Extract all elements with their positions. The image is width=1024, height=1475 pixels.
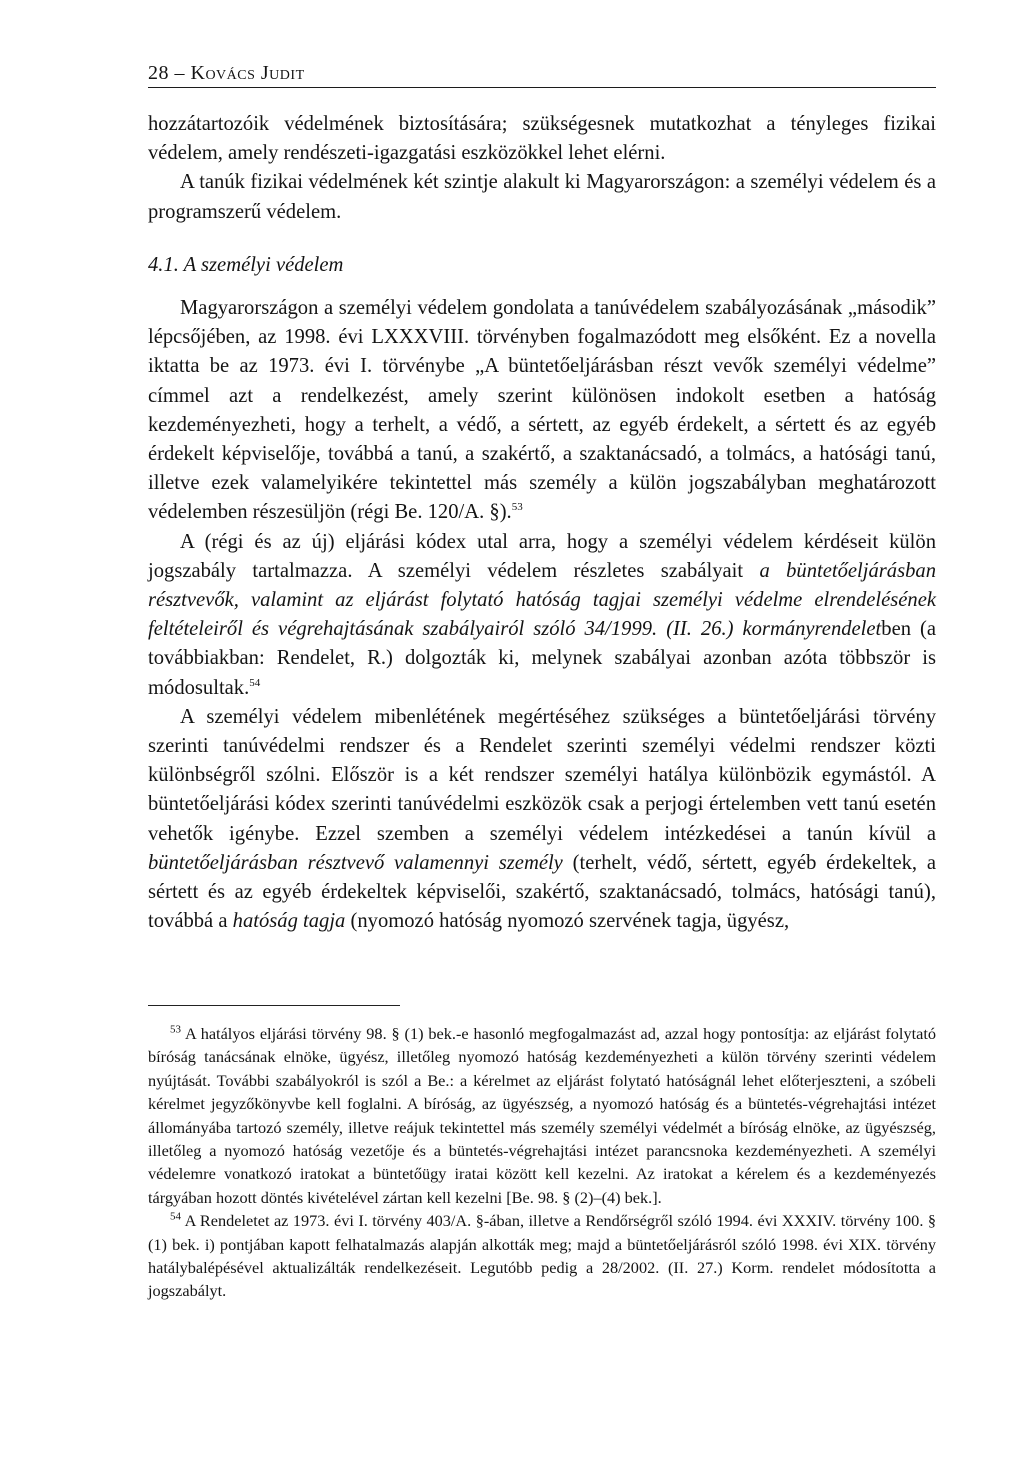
decree-title: a büntetőeljárásban résztvevők, valamint az eljárást folytató hatóság tagjai személyi védelme elrendelésének feltételeiről és végrehajtásának szabályairól szóló 34/1999. (II. 26.) kormányrendelet bbox=[148, 559, 936, 641]
section-number: 4.1. bbox=[148, 253, 179, 276]
footnotes bbox=[148, 1022, 936, 1303]
paragraph-3-text: Magyarországon a személyi védelem gondolata a tanúvédelem szabályozásának „második” lépcsőjében, az 1998. évi LXXXVIII. törvényben fogalmazódott meg elsőként. Ez a novella iktatta be az 1973. évi I. törvénybe „A büntetőeljárásban részt vevők személyi védelme” címmel azt a rendelkezést, amely szerint különösen indokolt esetben a hatóság kezdeményezheti, hogy a terhelt, a védő, a sértett, az egyéb érdekelt, a sértett és az egyéb érdekelt képviselője, továbbá a tanú, a szakértő, a szaktanácsadó, a tolmács, a hatósági tanú, illetve ezek valamelyikére tekintettel más személy a külön jogszabályban meghatározott védelemben részesüljön (régi Be. 120/A. §). bbox=[148, 297, 936, 524]
footnote-text: A hatályos eljárási törvény 98. § (1) bek.-e hasonló megfogalmazást ad, azzal hogy pontosítja: az eljárást folytató bíróság tanácsának elnöke, ügyész, illetőleg nyomozó hatóság kezdeményezheti a külön törvény szerinti védelem nyújtását. További szabályokról is szól a Be.: a kérelmet az eljárást folytató hatóságnál lehet előterjeszteni, a szóbeli kérelmet jegyzőkönyvbe kell foglalni. A bíróság, az ügyészség, a nyomozó hatóság és a büntetés-végrehajtási intézet állományába tartozó személy, illetve reájuk tekintettel más személy személyi védelmét a bíróság elnöke, az ügyészség, illetőleg a nyomozó hatóság vezetője és a büntetés-végrehajtási intézet parancsnoka kezdeményezheti. A személyi védelemre vonatkozó iratokat a büntetőügy iratai között kell kezelni. Az iratokat a kérelem és a kezdeményezés tárgyában hozott döntés kivételével zártan kell kezelni [Be. 98. § (2)–(4) bek.]. bbox=[148, 1024, 936, 1207]
footnote-ref-54: 54 bbox=[249, 676, 261, 689]
paragraph-5-text-b: (terhelt, védő, sértett, egyéb érdekeltek, a sértett és az egyéb érdekeltek képviselői, szakértő, szaktanácsadó, tolmács, hatósági tanú), továbbá a bbox=[148, 851, 937, 933]
author-name: Kovács Judit bbox=[190, 62, 305, 84]
paragraph-2: A tanúk fizikai védelmének két szintje alakult ki Magyarországon: a személyi védelem és a programszerű védelem. bbox=[148, 171, 936, 223]
paragraph-4 bbox=[148, 528, 936, 703]
emphasis-authority-member: hatóság tagja bbox=[232, 910, 346, 933]
footnote-number: 54 bbox=[170, 1210, 181, 1223]
paragraph-5-text-c: (nyomozó hatóság nyomozó szervének tagja, ügyész, bbox=[345, 910, 790, 933]
header-separator: – bbox=[174, 62, 185, 84]
paragraph-1: hozzátartozóik védelmének biztosítására; szükségesnek mutatkozhat a tényleges fizikai védelem, amely rendészeti-igazgatási eszközökkel lehet elérni. bbox=[148, 113, 936, 165]
section-heading bbox=[148, 251, 936, 280]
footnote-53 bbox=[148, 1022, 936, 1209]
paragraph-5 bbox=[148, 703, 936, 937]
footnote-text: A Rendeletet az 1973. évi I. törvény 403/A. §-ában, illetve a Rendőrségről szóló 1994. évi XXXIV. törvény 100. § (1) bek. i) pontjában kapott felhatalmazás alapján alkották meg; majd a büntetőeljárásról szóló 1998. évi XIX. törvény hatálybalépésével aktualizálták rendelkezéseit. Legutóbb pedig a 28/2002. (II. 27.) Korm. rendelet módosította a jogszabályt. bbox=[148, 1211, 936, 1301]
footnote-54 bbox=[148, 1209, 936, 1303]
footnote-ref-53: 53 bbox=[511, 501, 523, 514]
paragraph-3 bbox=[148, 294, 936, 528]
section-title: A személyi védelem bbox=[183, 253, 344, 276]
footnote-number: 53 bbox=[170, 1023, 181, 1036]
main-text bbox=[148, 110, 936, 936]
page-number: 28 bbox=[148, 62, 169, 84]
emphasis-participants: büntetőeljárásban résztvevő valamennyi személy bbox=[148, 851, 563, 874]
footnote-divider bbox=[148, 1005, 400, 1006]
paragraph-5-text-a: A személyi védelem mibenlétének megértéséhez szükséges a büntetőeljárási törvény szerinti tanúvédelmi rendszer és a Rendelet szerinti személyi védelmi rendszer közti különbségről szólni. Először is a két rendszer személyi hatálya különbözik egymástól. A büntetőeljárási kódex szerinti tanúvédelmi eszközök csak a perjogi értelemben vett tanú esetén vehetők igénybe. Ezzel szemben a személyi védelem intézkedései a tanún kívül a bbox=[148, 705, 936, 845]
running-header bbox=[148, 62, 936, 88]
paragraph-4-text-b: ben (a továbbiakban: Rendelet, R.) dolgozták ki, melynek szabályai azonban azóta többször is módosultak. bbox=[148, 618, 937, 699]
paragraph-4-text-a: A (régi és az új) eljárási kódex utal arra, hogy a személyi védelem kérdéseit külön jogszabály tartalmazza. A személyi védelem részletes szabályait bbox=[148, 530, 936, 582]
